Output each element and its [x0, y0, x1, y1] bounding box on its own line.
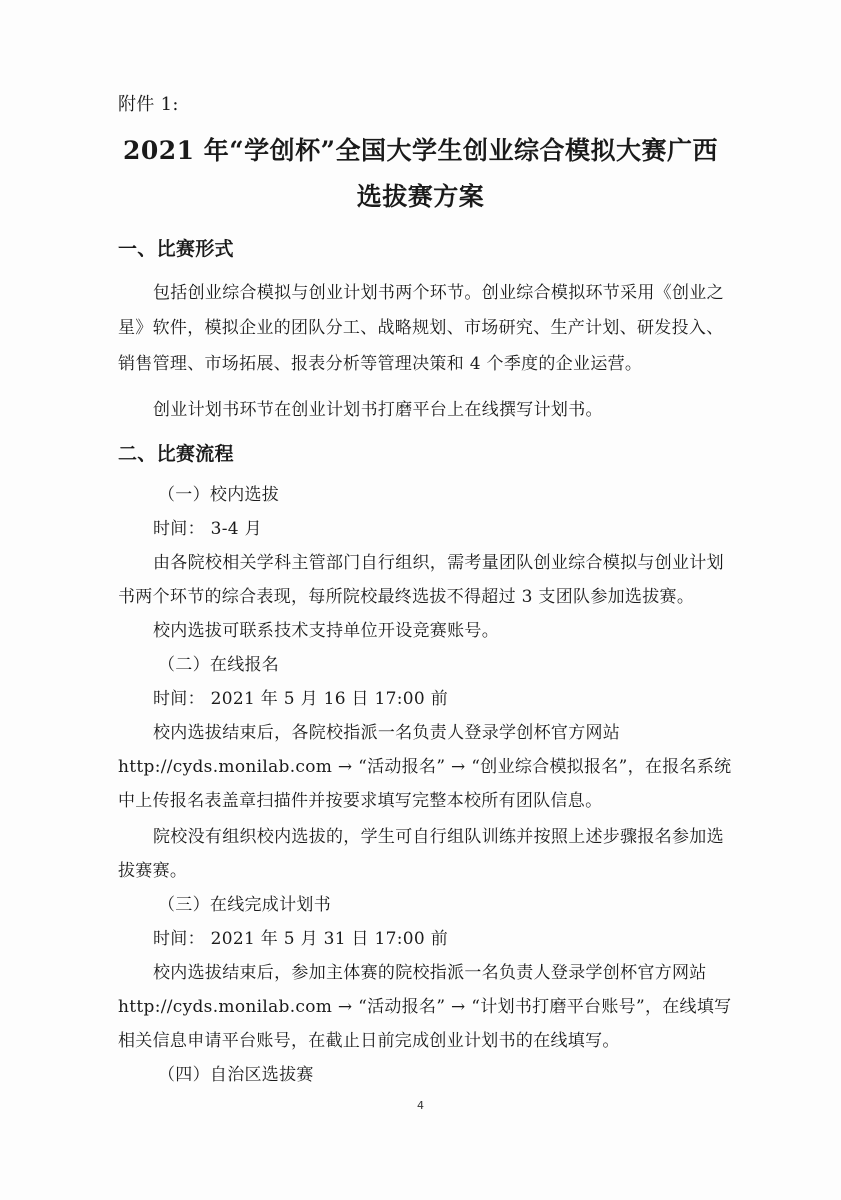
document-title-line1: 2021 年“学创杯”全国大学生创业综合模拟大赛广西: [122, 136, 719, 165]
paragraph-line: 中上传报名表盖章扫描件并按要求填写完整本校所有团队信息。: [118, 791, 603, 811]
section-heading-competition-format: 一、比赛形式: [118, 238, 234, 260]
subsection-heading-online-registration: （二）在线报名: [158, 655, 280, 675]
attachment-label: 附件 1:: [118, 94, 179, 115]
time-line: 时间： 2021 年 5 月 31 日 17:00 前: [153, 929, 449, 949]
paragraph-line: 书两个环节的综合表现，每所院校最终选拔不得超过 3 支团队参加选拔赛。: [118, 587, 695, 607]
subsection-heading-online-plan: （三）在线完成计划书: [158, 895, 331, 915]
paragraph-line: 销售管理、市场拓展、报表分析等管理决策和 4 个季度的企业运营。: [118, 354, 643, 374]
paragraph-line: 创业计划书环节在创业计划书打磨平台上在线撰写计划书。: [153, 400, 603, 420]
section-heading-competition-process: 二、比赛流程: [118, 443, 234, 465]
subsection-heading-campus-selection: （一）校内选拔: [158, 485, 280, 505]
paragraph-line: 由各院校相关学科主管部门自行组织，需考量团队创业综合模拟与创业计划: [153, 553, 724, 573]
paragraph-line: 校内选拔结束后，参加主体赛的院校指派一名负责人登录学创杯官方网站: [153, 963, 707, 983]
paragraph-line: 拔赛赛。: [118, 861, 188, 881]
document-title-line2: 选拔赛方案: [356, 182, 485, 211]
paragraph-line: 星》软件，模拟企业的团队分工、战略规划、市场研究、生产计划、研发投入、: [118, 318, 724, 338]
page-number: 4: [417, 1099, 424, 1112]
paragraph-line: http://cyds.monilab.com → “活动报名” → “创业综合模拟报名”，在报名系统: [118, 757, 732, 777]
subsection-heading-regional-selection: （四）自治区选拔赛: [158, 1065, 314, 1085]
time-line: 时间： 2021 年 5 月 16 日 17:00 前: [153, 689, 449, 709]
paragraph-line: 相关信息申请平台账号，在截止日前完成创业计划书的在线填写。: [118, 1031, 620, 1051]
paragraph-line: 校内选拔可联系技术支持单位开设竞赛账号。: [153, 621, 499, 641]
paragraph-line: 校内选拔结束后，各院校指派一名负责人登录学创杯官方网站: [153, 723, 621, 743]
paragraph-line: 包括创业综合模拟与创业计划书两个环节。创业综合模拟环节采用《创业之: [153, 283, 724, 303]
time-line: 时间： 3-4 月: [153, 519, 262, 539]
paragraph-line: 院校没有组织校内选拔的，学生可自行组队训练并按照上述步骤报名参加选: [153, 827, 724, 847]
paragraph-line: http://cyds.monilab.com → “活动报名” → “计划书打磨平台账号”，在线填写: [118, 997, 732, 1017]
